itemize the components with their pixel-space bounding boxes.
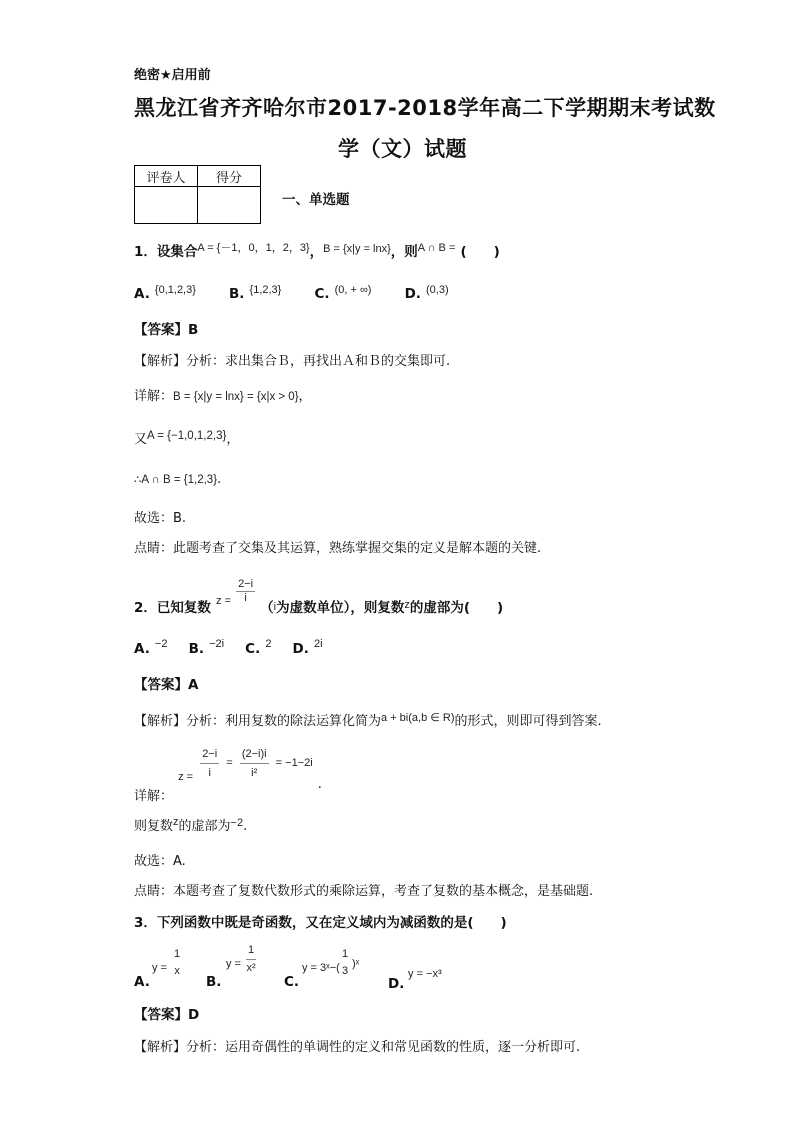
q1-option-d-label: D.: [404, 286, 421, 302]
question-1-stem: [134, 240, 500, 260]
q2-choose: 故选：A.: [134, 854, 186, 869]
q2-fraction: [236, 578, 255, 605]
q2-detail-end: .: [317, 777, 322, 792]
q2-detail-label: 详解：: [134, 789, 174, 804]
q2-option-a-label: A.: [134, 641, 150, 657]
q2-option-a-value: −2: [154, 638, 168, 650]
score-table-cell-score: [198, 187, 261, 224]
q2-stem-end: 的虚部为( ): [409, 600, 504, 616]
q2-detail-eq: =: [226, 757, 233, 769]
q3-option-c-label: C.: [284, 974, 300, 990]
q1-set-a: A = {－1，0，1，2，3}: [197, 242, 310, 254]
q2-detail: [134, 745, 322, 804]
page-title-line-1: 黑龙江省齐齐哈尔市2017-2018学年高二下学期期末考试数: [134, 96, 716, 120]
q2-option-b-value: −2i: [209, 638, 225, 650]
section-heading: 一、单选题: [282, 192, 350, 208]
q1-detail-end: ，: [298, 389, 312, 404]
q3-option-c-num: 1: [342, 948, 349, 960]
q2-options: [134, 638, 323, 657]
q3-option-c-frac: [340, 946, 350, 980]
q1-answer: 【答案】B: [134, 322, 199, 338]
q2-i-symbol: i: [273, 601, 277, 613]
q2-detail-z: z =: [178, 771, 194, 783]
q3-option-c-lhs: y = 3ˣ−(: [302, 962, 340, 974]
q1-option-a-value: {0,1,2,3}: [154, 284, 196, 296]
q1-set-b: B = {x|y = lnx}: [323, 243, 391, 255]
q1-option-a-label: A.: [134, 286, 150, 302]
q1-note: 点睛：此题考查了交集及其运算，熟练掌握交集的定义是解本题的关键.: [134, 541, 542, 556]
q2-option-d-value: 2i: [313, 638, 323, 650]
q2-detail-frac-1: [200, 745, 219, 782]
q2-option-d-label: D.: [292, 641, 309, 657]
q2-note: 点睛：本题考查了复数代数形式的乘除运算，考查了复数的基本概念，是基础题.: [134, 884, 594, 899]
q1-sep: ，: [309, 244, 324, 260]
q2-then-end: .: [243, 819, 248, 834]
q1-paren: ( ): [460, 244, 500, 260]
q2-z-symbol: z: [404, 599, 410, 611]
q2-stem-text: 2．已知复数: [134, 600, 211, 616]
q2-detail-frac-2-num: (2−i)i: [240, 745, 269, 764]
q3-option-c-tail: )ˣ: [352, 958, 360, 970]
q2-frac-den: i: [244, 592, 247, 604]
q3-option-a-lhs: y =: [152, 962, 167, 974]
q1-therefore-expr: ∴A ∩ B = {1,2,3}: [134, 474, 218, 486]
q2-then-z: z: [173, 816, 179, 828]
q3-option-a-frac: [172, 946, 182, 980]
q3-option-b-label: B.: [206, 974, 222, 990]
score-table: [134, 165, 261, 224]
q2-then: [134, 815, 247, 834]
q2-analysis: [134, 710, 602, 729]
score-table-cell-grader: [135, 187, 198, 224]
q3-analysis: 【解析】分析：运用奇偶性的单调性的定义和常见函数的性质，逐一分析即可.: [134, 1040, 581, 1055]
q1-stem-text: 1．设集合: [134, 244, 198, 260]
q2-answer: 【答案】A: [134, 677, 199, 693]
q3-option-b-frac: [246, 942, 256, 977]
q1-option-b-value: {1,2,3}: [249, 284, 282, 296]
q2-option-b-label: B.: [188, 641, 204, 657]
q2-then-value: −2: [230, 817, 244, 829]
score-table-header-grader: 评卷人: [135, 166, 198, 187]
q1-detail: [134, 385, 312, 404]
q3-option-d-expr: y = −x³: [408, 968, 442, 980]
score-table-header-score: 得分: [198, 166, 261, 187]
q3-option-b-num: 1: [246, 942, 256, 960]
q2-then-mid: 的虚部为: [178, 819, 231, 834]
q3-option-a-num: 1: [174, 948, 181, 960]
q2-detail-result: = −1−2i: [275, 757, 313, 769]
q1-also-label: 又: [134, 432, 148, 447]
q2-z-eq: z =: [216, 595, 231, 607]
q1-therefore-end: .: [217, 472, 222, 487]
q2-analysis-end: 的形式，则即可得到答案.: [454, 714, 602, 729]
q2-detail-frac-2-den: i²: [251, 767, 258, 779]
q3-option-a-den: x: [174, 965, 180, 977]
q2-detail-frac-1-num: 2−i: [200, 745, 219, 764]
q2-option-c-label: C.: [245, 641, 261, 657]
q2-detail-frac-2: [240, 745, 269, 782]
q1-options: [134, 283, 449, 302]
q2-frac-num: 2−i: [238, 578, 254, 590]
q2-detail-frac-1-den: i: [208, 767, 211, 779]
page-title-line-2: 学（文）试题: [338, 137, 467, 161]
q1-also: [134, 428, 239, 447]
q1-detail-label: 详解：: [134, 389, 174, 404]
q3-option-b-den: x²: [246, 962, 256, 974]
q1-option-c-value: (0, + ∞): [334, 284, 372, 296]
q2-option-c-value: 2: [265, 638, 272, 650]
q1-analysis: 【解析】分析：求出集合Ｂ，再找出Ａ和Ｂ的交集即可.: [134, 354, 451, 369]
q2-analysis-expr: a + bi(a,b ∈ R): [381, 712, 455, 724]
q1-then: ，则: [390, 244, 418, 260]
q1-choose: 故选：B.: [134, 511, 187, 526]
q1-also-end: ，: [226, 432, 240, 447]
q2-paren-open: （: [260, 600, 274, 616]
q1-therefore: [134, 468, 221, 487]
q3-answer: 【答案】D: [134, 1007, 200, 1023]
q3-option-b-lhs: y =: [226, 958, 241, 970]
q1-option-d-value: (0,3): [426, 284, 449, 296]
q3-option-a-label: A.: [134, 974, 150, 990]
q1-option-c-label: C.: [314, 286, 330, 302]
q1-also-expr: A = {−1,0,1,2,3}: [147, 430, 227, 442]
q1-option-b-label: B.: [229, 286, 245, 302]
q3-options: [134, 944, 534, 990]
q1-detail-expr: B = {x|y = lnx} = {x|x > 0}: [173, 391, 299, 403]
q3-option-d-label: D.: [388, 976, 405, 992]
q2-stem-mid: 为虚数单位），则复数: [276, 600, 405, 616]
q2-analysis-text: 【解析】分析：利用复数的除法运算化简为: [134, 714, 382, 729]
question-3-stem: 3．下列函数中既是奇函数，又在定义域内为减函数的是( ): [134, 915, 507, 931]
q1-expr: A ∩ B =: [417, 242, 456, 254]
q2-then-text: 则复数: [134, 819, 174, 834]
question-2-stem: [134, 572, 504, 616]
confidential-mark: 绝密★启用前: [134, 68, 211, 83]
q3-option-c-den: 3: [342, 965, 349, 977]
